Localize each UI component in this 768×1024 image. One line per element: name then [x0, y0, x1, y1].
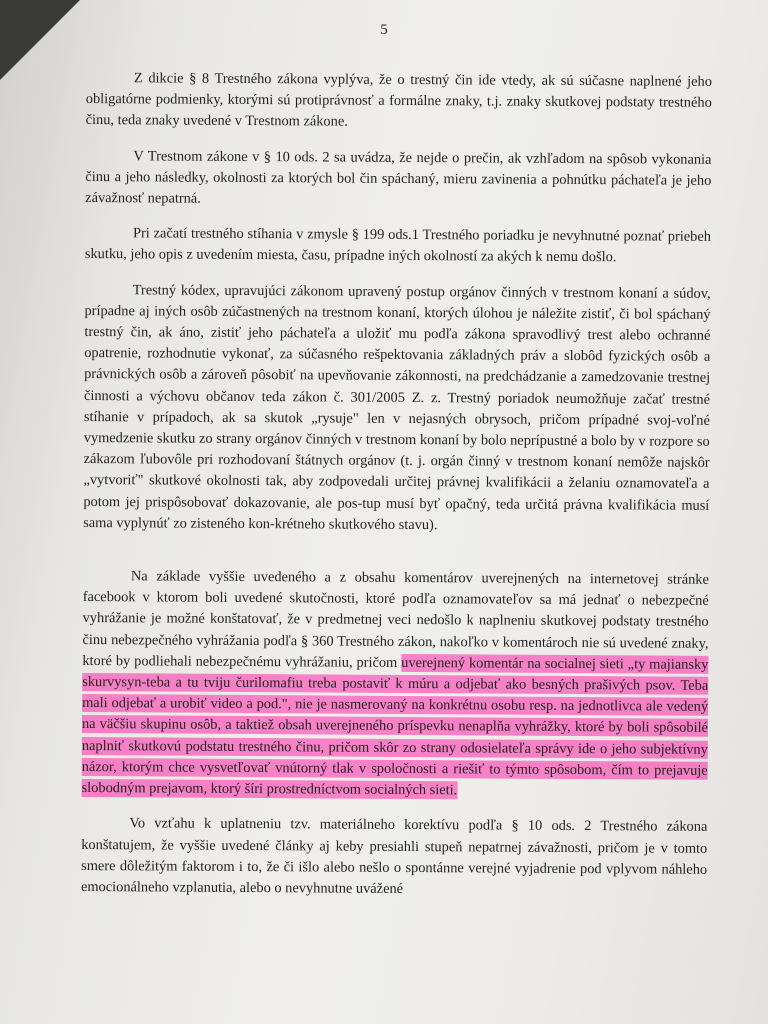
- document-body: [81, 68, 712, 916]
- paragraph-prečin: V Trestnom zákone v § 10 ods. 2 sa uvádza, že nejde o prečin, ak vzhľadom na spôsob vykonania činu a jeho následky, okolnosti za ktorých bol čin spáchaný, mieru zavinenia a pohnútku páchateľa je jeho závažnosť nepatrná.: [85, 147, 712, 207]
- highlighted-quote: uverejnený komentár na socialnej sieti „ty majiansky skurvysyn-teba a tu tviju čurilomafiu treba postaviť k múru a odjebať ako besných prašivých psov. Teba mali odjebať a urobiť video a pod.", nie je nasmerovaný na konkrétnu osobu resp. na jednotlivca ale vedený na väčšiu skupinu osôb, a taktiež obsah uverejneného príspevku nenaplňa vyhrážky, ktoré by boli spôsobilé naplniť skutkovú podstatu trestného činu, pričom skôr zo strany odosielateľa správy ide o jeho subjektívny názor, ktorým chce vysvetľovať vnútorný tlak v spoločnosti a riešiť to týmto spôsobom, čím to prejavuje slobodným prejavom, ktorý šíri prostredníctvom socialných sieti.: [81, 654, 709, 799]
- paragraph-trestny-kodex: Trestný kódex, upravujúci zákonom upravený postup orgánov činných v trestnom konaní a súdov, prípadne aj iných osôb zúčastnených na trestnom konaní, ktorých úlohou je náležite zistiť, či bol spáchaný trestný čin, ak áno, zistiť jeho páchateľa a uložiť mu podľa zákona spravodlivý trest alebo ochranné opatrenie, rozhodnutie vykonať, za súčasného rešpektovania základných práv a slobôd fyzických osôb a právnických osôb a zároveň pôsobiť na upevňovanie zákonnosti, na predchádzanie a zamedzovanie trestnej činnosti a výchovu občanov teda zákon č. 301/2005 Z. z. Trestný poriadok neumožňuje začať trestné stíhanie v prípadoch, ak sa skutok „rysuje" len v nejasných obrysoch, pričom prípadné svoj-voľné vymedzenie skutku zo strany orgánov činných v trestnom konaní by bolo neprípustné a bolo by v rozpore so zákazom ľubovôle pri rozhodovaní štátnych orgánov (t. j. orgán činný v trestnom konaní nemôže najskôr „vytvoriť" skutkové okolnosti tak, aby zodpovedali určitej právnej kvalifikácii a želaniu oznamovateľa a potom jej prispôsobovať dokazovanie, ale pos-tup musí byť opačný, teda určitá právna kvalifikácia musí sama vyplynúť zo zisteného kon-krétneho skutkového stavu).: [83, 281, 711, 534]
- paragraph-zacatie-stihania: Pri začatí trestného stíhania v zmysle § 199 ods.1 Trestného poriadku je nevyhnutné poznať priebeh skutku, jeho opis z uvedením miesta, času, prípadne iných okolností za akých k nemu došlo.: [84, 225, 712, 266]
- paragraph-komentare-text: Na základe vyššie uvedeného a z obsahu komentárov uverejnených na internetovej stránke facebook v ktorom boli uvedené skutočnosti, ktoré podľa oznamovateľov sa má jednať o nebezpečné vyhrážanie je možné konštatovať, že v predmetnej veci nedošlo k naplneniu skutkovej podstaty trestného činu nebezpečného vyhrážania podľa § 360 Trestného zákon, nakoľko v komentároch nie sú uvedené znaky, ktoré by podliehali nebezpečnému vyhrážaniu, pričom: [82, 568, 709, 671]
- paragraph-dikcia: Z dikcie § 8 Trestného zákona vyplýva, že o trestný čin ide vtedy, ak sú súčasne naplnené jeho obligatórne podmienky, ktorými sú protiprávnosť a formálne znaky, t.j. znaky skutkovej podstaty trestného činu, teda znaky uvedené v Trestnom zákone.: [85, 70, 712, 131]
- paragraph-komentare: [82, 566, 709, 803]
- page-corner-shadow: [0, 0, 80, 80]
- paragraph-materialny-korektiv: Vo vzťahu k uplatneniu tzv. materiálneho korektívu podľa § 10 ods. 2 Trestného zákona konštatujem, že vyššie uvedené články aj keby presiahli stupeň nepatrnej závažnosti, pričom je v tomto smere dôležitým faktorom i to, že či išlo alebo nešlo o spontánne verejné vyjadrenie pod vplyvom náhleho emocionálneho vzplanutia, alebo o nevyhnutne uvážené: [80, 815, 708, 897]
- page-number: 5: [380, 22, 388, 38]
